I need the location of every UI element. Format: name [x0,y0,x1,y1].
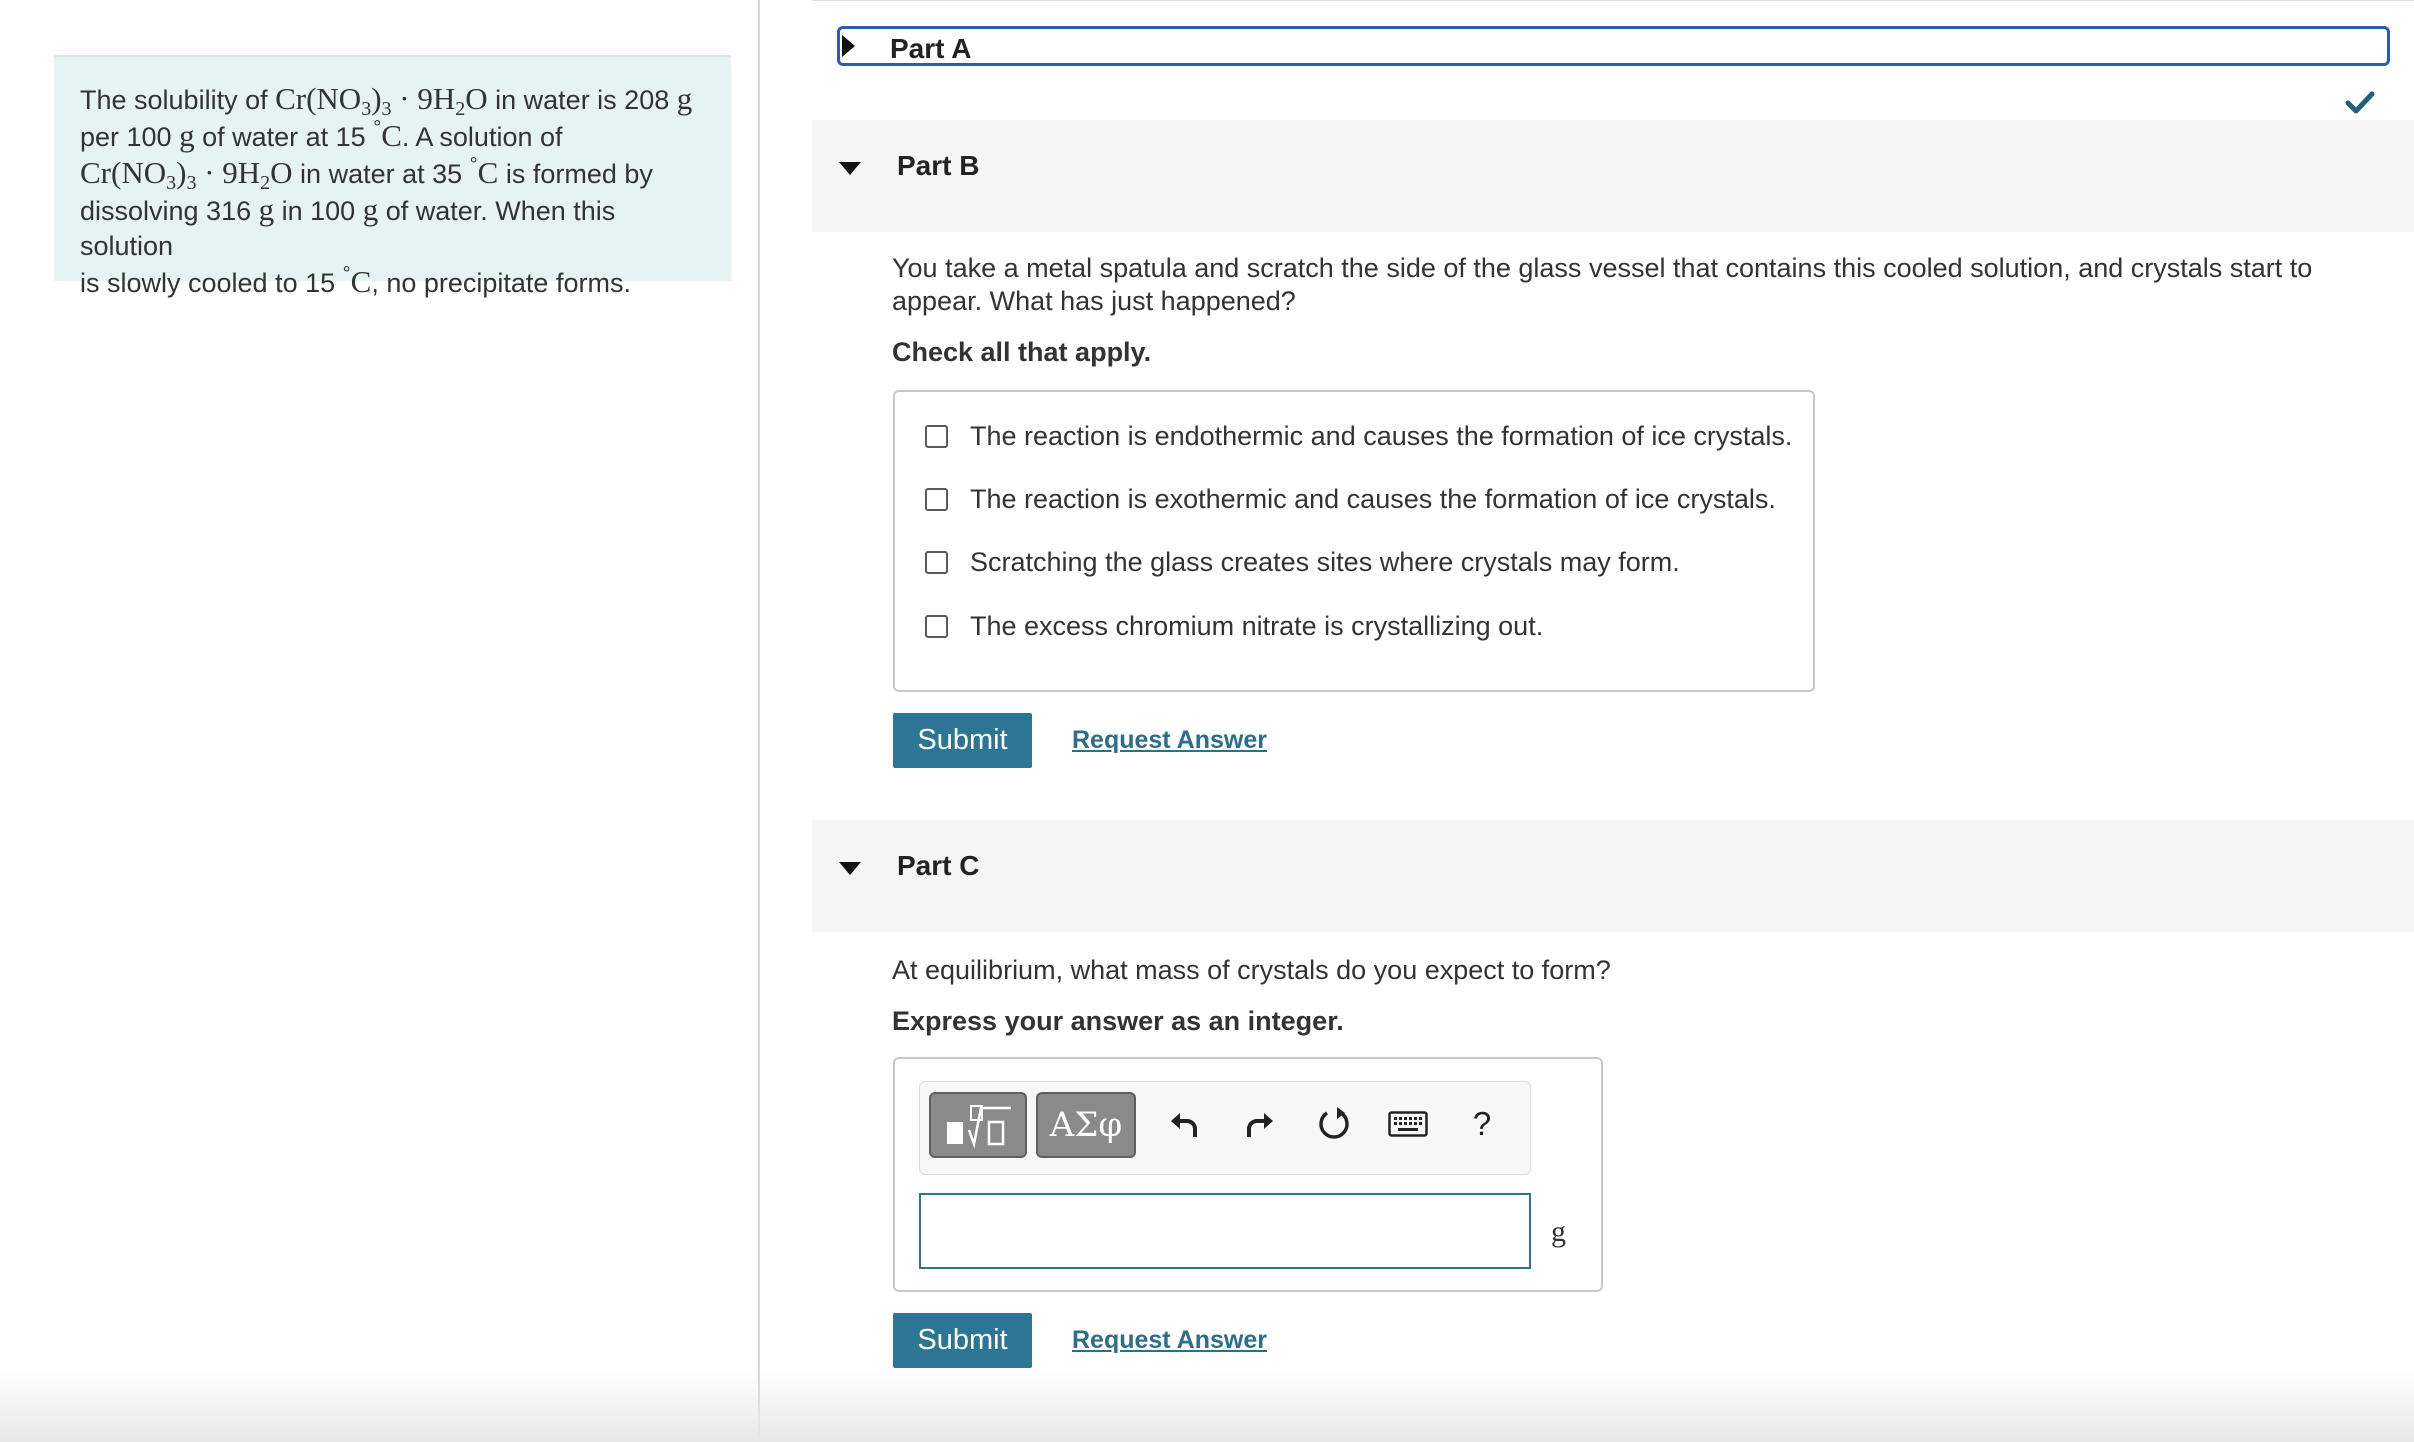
problem-intro [54,55,731,299]
part-c-label: Part C [897,850,980,881]
part-c-instruction: Express your answer as an integer. [892,1006,1344,1036]
greek-symbols-icon[interactable]: ΑΣφ [1036,1092,1136,1158]
templates-icon[interactable] [929,1092,1027,1158]
undo-icon[interactable] [1162,1102,1206,1146]
part-b-request-answer-link[interactable]: Request Answer [1072,726,1267,754]
option-scratching-sites[interactable] [925,542,1680,582]
checkbox-group [893,390,1815,692]
redo-icon[interactable] [1238,1102,1282,1146]
checkbox[interactable] [925,488,948,511]
help-icon[interactable]: ? [1472,1105,1492,1142]
part-b-question: You take a metal spatula and scratch the side of the glass vessel that contains this cooled solution, and crystals start to appear. What has just happened? [892,253,2313,316]
option-label: Scratching the glass creates sites where crystals may form. [970,546,1680,577]
caret-right-icon [842,35,855,57]
top-border [812,0,2414,1]
option-endothermic[interactable] [925,416,1792,456]
option-label: The reaction is endothermic and causes the formation of ice crystals. [970,420,1793,451]
part-a-header[interactable] [837,26,2390,66]
checkbox[interactable] [925,551,948,574]
part-b-submit-button[interactable]: Submit [893,713,1032,768]
checkbox[interactable] [925,425,948,448]
part-b-label: Part B [897,150,980,181]
math-toolbar [919,1081,1531,1175]
caret-down-icon [839,862,861,875]
keyboard-icon[interactable] [1386,1102,1430,1146]
part-c-header[interactable] [812,820,2414,932]
unit-label: g [1551,1215,1566,1248]
option-excess-crystallizing[interactable] [925,606,1543,646]
answer-editor [893,1057,1603,1292]
checkmark-icon [2345,88,2375,118]
bottom-fade [0,1370,2414,1442]
part-c-question: At equilibrium, what mass of crystals do you expect to form? [892,955,1611,985]
answer-input[interactable] [919,1193,1531,1269]
reset-icon[interactable] [1312,1102,1356,1146]
option-label: The excess chromium nitrate is crystallizing out. [970,610,1544,641]
intro-line-4: dissolving 316 g in 100 g of water. When this solution [80,192,616,261]
part-c-request-answer-link[interactable]: Request Answer [1072,1326,1267,1354]
option-exothermic[interactable] [925,479,1776,519]
caret-down-icon [839,162,861,175]
pane-divider [758,0,760,1442]
option-label: The reaction is exothermic and causes the formation of ice crystals. [970,483,1776,514]
part-a-label: Part A [890,33,972,64]
part-c-submit-button[interactable]: Submit [893,1313,1032,1368]
checkbox[interactable] [925,615,948,638]
intro-line-1: The solubility of $Cr(NO_3)_3 \cdot 9H_2O$ in water is 208 g [80,81,693,120]
part-b-instruction: Check all that apply. [892,337,1152,367]
intro-line-3: $Cr(NO_3)_3 \cdot 9H_2O$ in water at 35 °C is formed by [80,154,653,194]
intro-line-2: per 100 g of water at 15 °C. A solution of [80,117,563,153]
part-b-header[interactable] [812,120,2414,232]
intro-line-5: is slowly cooled to 15 °C, no precipitate forms. [80,263,631,299]
